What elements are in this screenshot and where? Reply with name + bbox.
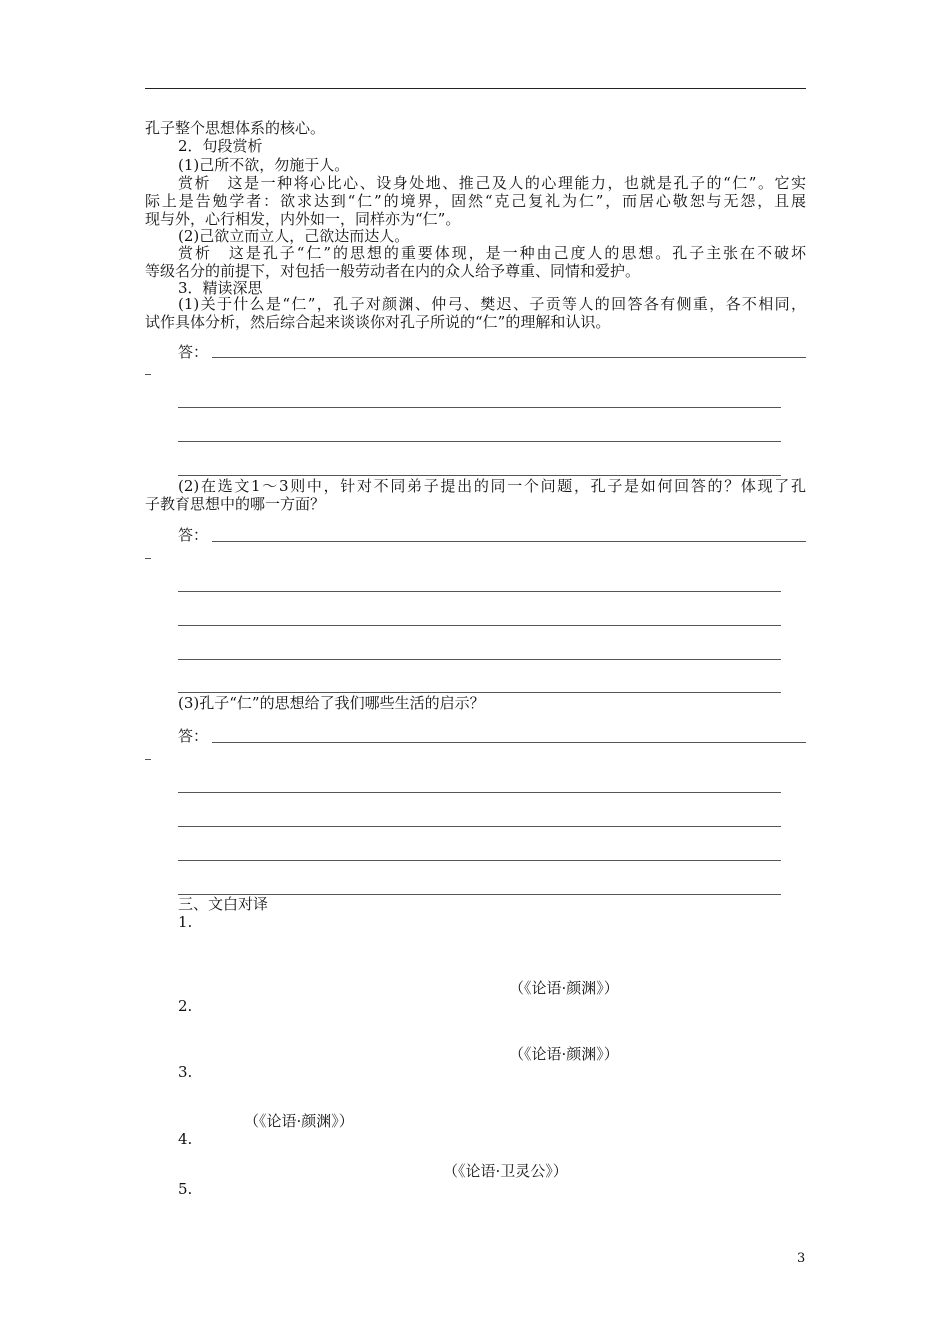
answer-line[interactable]	[178, 407, 781, 408]
answer-line[interactable]	[178, 659, 781, 660]
quote-line: (1)己所不欲，勿施于人。	[178, 156, 350, 174]
answer-line[interactable]	[212, 357, 806, 358]
source-citation: （《论语·颜渊》）	[244, 1112, 354, 1130]
page-number: 3	[797, 1251, 806, 1266]
question-line: (1)关于什么是“仁”，孔子对颜渊、仲弓、樊迟、子贡等人的回答各有侧重，各不相同，	[178, 295, 806, 313]
answer-line[interactable]	[178, 591, 781, 592]
section-heading: 2．句段赏析	[178, 137, 263, 155]
section-heading: 3．精读深思	[178, 279, 263, 297]
answer-label: 答：	[178, 727, 209, 745]
question-line: 子教育思想中的哪一方面？	[145, 495, 326, 513]
paragraph-line: 孔子整个思想体系的核心。	[145, 119, 326, 137]
answer-line[interactable]	[178, 625, 781, 626]
item-number: 2.	[178, 997, 193, 1015]
answer-line-dash	[145, 759, 151, 760]
answer-label: 答：	[178, 343, 209, 361]
analysis-line: 现与外，心行相发，内外如一，同样亦为“仁”。	[145, 210, 461, 228]
answer-line[interactable]	[178, 692, 781, 693]
source-citation: （《论语·卫灵公》）	[443, 1162, 568, 1180]
item-number: 1.	[178, 913, 193, 931]
answer-line[interactable]	[178, 894, 781, 895]
answer-line[interactable]	[178, 475, 781, 476]
answer-line-dash	[145, 374, 151, 375]
source-citation: （《论语·颜渊》）	[509, 979, 619, 997]
answer-line[interactable]	[178, 826, 781, 827]
section-heading: 三、文白对译	[178, 895, 269, 913]
item-number: 3.	[178, 1063, 193, 1081]
item-number: 5.	[178, 1180, 193, 1198]
analysis-line: 际上是告勉学者：欲求达到“仁”的境界，固然“克己复礼为仁”，而居心敬恕与无怨，且展	[145, 192, 806, 210]
answer-line[interactable]	[178, 792, 781, 793]
question-line: (3)孔子“仁”的思想给了我们哪些生活的启示？	[178, 694, 485, 712]
question-line: 试作具体分析，然后综合起来谈谈你对孔子所说的“仁”的理解和认识。	[145, 313, 611, 331]
answer-line[interactable]	[212, 742, 806, 743]
answer-line[interactable]	[212, 541, 806, 542]
answer-line[interactable]	[178, 860, 781, 861]
answer-line[interactable]	[178, 441, 781, 442]
analysis-line: 赏析 这是一种将心比心、设身处地、推己及人的心理能力，也就是孔子的“仁”。它实	[178, 174, 806, 192]
header-rule	[145, 88, 806, 89]
answer-label: 答：	[178, 526, 209, 544]
analysis-line: 赏析 这是孔子“仁”的思想的重要体现，是一种由己度人的思想。孔子主张在不破坏	[178, 244, 806, 262]
question-line: (2)在选文1～3则中，针对不同弟子提出的同一个问题，孔子是如何回答的？体现了孔	[178, 477, 806, 495]
analysis-line: 等级名分的前提下，对包括一般劳动者在内的众人给予尊重、同情和爱护。	[145, 262, 641, 280]
answer-line-dash	[145, 558, 151, 559]
quote-line: (2)己欲立而立人，己欲达而达人。	[178, 227, 410, 245]
item-number: 4.	[178, 1130, 193, 1148]
source-citation: （《论语·颜渊》）	[509, 1045, 619, 1063]
